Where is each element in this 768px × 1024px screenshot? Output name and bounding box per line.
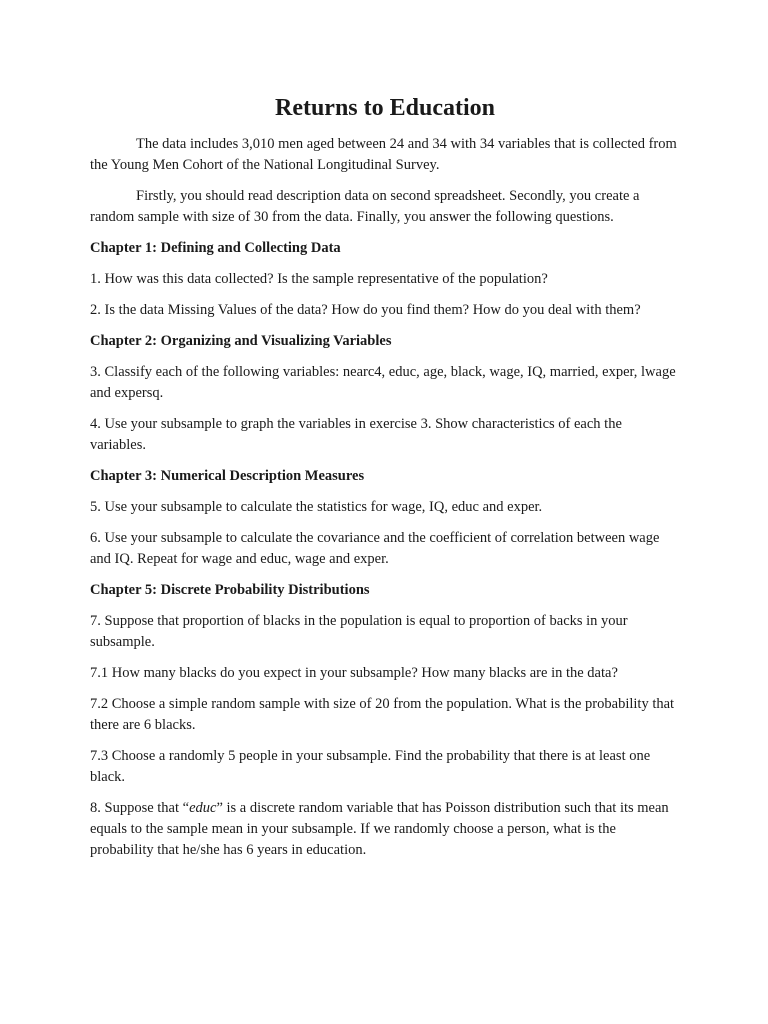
question-6: 6. Use your subsample to calculate the covariance and the coefficient of correlation between wage and IQ. Repeat for wage and educ, wage and exper. [90,530,660,567]
question-8-text: ” is a discrete random variable that has Poisson distribution such that its mean equals to the sample mean in your subsample. If we randomly choose a person, what is the probability that he/she has 6 years in education. [90,800,669,858]
chapter-2-heading: Chapter 2: Organizing and Visualizing Variables [90,333,392,349]
question-8-term: educ [189,800,217,816]
question-7: 7. Suppose that proportion of blacks in the population is equal to proportion of backs in your subsample. [90,613,628,650]
question-2: 2. Is the data Missing Values of the data? How do you find them? How do you deal with them? [90,302,641,318]
question-1: 1. How was this data collected? Is the sample representative of the population? [90,271,548,287]
intro-paragraph-2: Firstly, you should read description data on second spreadsheet. Secondly, you create a random sample with size of 30 from the data. Finally, you answer the following questions. [90,188,640,225]
question-7-3: 7.3 Choose a randomly 5 people in your subsample. Find the probability that there is at least one black. [90,748,651,785]
question-5: 5. Use your subsample to calculate the statistics for wage, IQ, educ and exper. [90,499,543,515]
chapter-5-heading: Chapter 5: Discrete Probability Distributions [90,582,370,598]
chapter-3-heading: Chapter 3: Numerical Description Measures [90,468,365,484]
question-4: 4. Use your subsample to graph the variables in exercise 3. Show characteristics of each the variables. [90,416,622,453]
question-3: 3. Classify each of the following variables: nearc4, educ, age, black, wage, IQ, married, exper, lwage and expersq. [90,364,676,401]
document-page [90,92,680,871]
document-title: Returns to Education [274,95,496,121]
intro-paragraph-1: The data includes 3,010 men aged between 24 and 34 with 34 variables that is collected from the Young Men Cohort of the National Longitudinal Survey. [90,136,677,173]
question-7-2: 7.2 Choose a simple random sample with size of 20 from the population. What is the probability that there are 6 blacks. [90,696,675,733]
question-8-prefix: 8. Suppose that “ [90,800,190,816]
question-7-1: 7.1 How many blacks do you expect in your subsample? How many blacks are in the data? [90,665,618,681]
question-8 [90,798,680,861]
chapter-1-heading: Chapter 1: Defining and Collecting Data [90,240,341,256]
